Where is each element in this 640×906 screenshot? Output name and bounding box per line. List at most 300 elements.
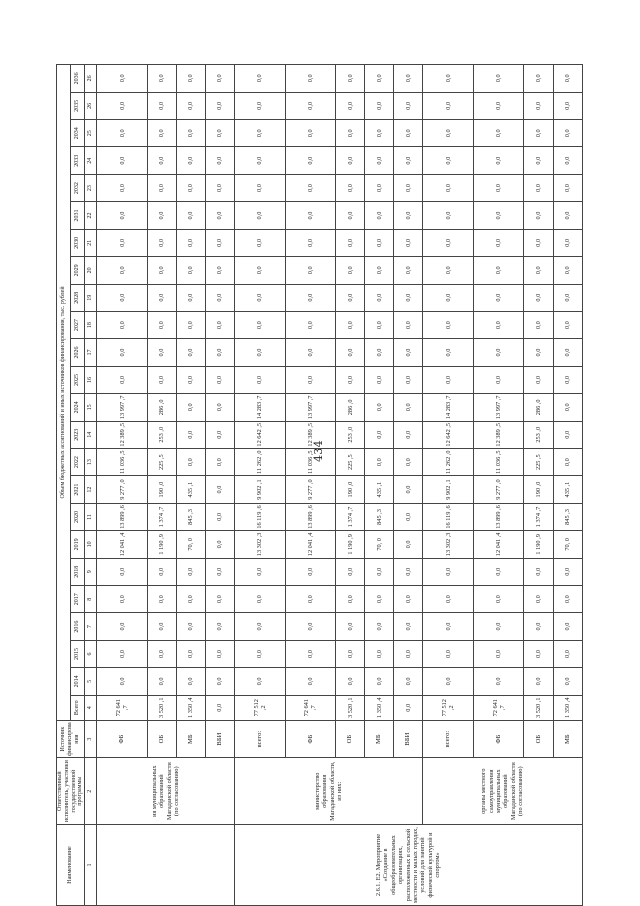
value-cell: 286 ,0 <box>524 394 553 421</box>
value-cell: 0,0 <box>205 284 234 311</box>
value-cell: 0,0 <box>553 558 582 585</box>
value-cell: 435 ,1 <box>176 476 205 503</box>
value-cell: 0,0 <box>473 558 524 585</box>
value-cell: 0,0 <box>97 120 148 147</box>
value-cell: 0,0 <box>97 339 148 366</box>
value-cell: 0,0 <box>394 394 423 421</box>
value-cell: 0,0 <box>176 147 205 174</box>
value-cell: 0,0 <box>205 668 234 695</box>
value-cell: 1 190 ,9 <box>336 531 365 558</box>
value-cell: 0,0 <box>176 92 205 119</box>
value-cell: 0,0 <box>336 585 365 612</box>
header-year: 2036 <box>71 65 85 93</box>
value-cell: 9 902 ,1 <box>234 476 285 503</box>
value-cell: 0,0 <box>176 366 205 393</box>
index-cell: 7 <box>85 613 97 640</box>
value-cell: 1 374 ,7 <box>524 503 553 530</box>
value-cell: 0,0 <box>176 421 205 448</box>
value-cell: 0,0 <box>473 120 524 147</box>
value-cell: 0,0 <box>394 640 423 667</box>
value-cell: 0,0 <box>553 421 582 448</box>
value-cell: 0,0 <box>176 202 205 229</box>
index-cell: 12 <box>85 476 97 503</box>
value-cell: 0,0 <box>394 585 423 612</box>
source-cell: ОБ <box>336 720 365 757</box>
value-cell: 0,0 <box>234 366 285 393</box>
value-cell: 225 ,5 <box>524 448 553 475</box>
value-cell: 0,0 <box>394 120 423 147</box>
value-cell: 0,0 <box>394 284 423 311</box>
header-year: 2025 <box>71 366 85 393</box>
value-cell: 0,0 <box>365 640 394 667</box>
value-cell: 0,0 <box>553 284 582 311</box>
value-cell: 286 ,0 <box>147 394 176 421</box>
value-cell: 9 277 ,0 <box>97 476 148 503</box>
value-cell: 0,0 <box>205 394 234 421</box>
value-cell: 253 ,0 <box>336 421 365 448</box>
value-cell: 225 ,5 <box>147 448 176 475</box>
value-cell: 0,0 <box>394 65 423 93</box>
header-year: 2028 <box>71 284 85 311</box>
value-cell: 225 ,5 <box>336 448 365 475</box>
value-cell: 0,0 <box>365 257 394 284</box>
value-cell: 0,0 <box>205 640 234 667</box>
value-cell: 0,0 <box>285 339 336 366</box>
header-year: 2016 <box>71 613 85 640</box>
header-total: Всего <box>71 695 85 720</box>
responsible-cell: органы местного самоуправления муниципальных образований Магаданской области (по согласованию) <box>423 758 582 825</box>
value-cell: 0,0 <box>234 229 285 256</box>
value-cell: 0,0 <box>205 229 234 256</box>
value-cell: 0,0 <box>147 202 176 229</box>
value-cell: 70, 0 <box>176 531 205 558</box>
value-cell: 0,0 <box>234 558 285 585</box>
value-cell: 0,0 <box>473 284 524 311</box>
value-cell: 0,0 <box>97 65 148 93</box>
value-cell: 0,0 <box>524 257 553 284</box>
value-cell: 0,0 <box>365 92 394 119</box>
header-year: 2035 <box>71 92 85 119</box>
value-cell: 0,0 <box>394 421 423 448</box>
value-cell: 0,0 <box>285 366 336 393</box>
source-cell: всего: <box>234 720 285 757</box>
value-cell: 0,0 <box>524 174 553 201</box>
value-cell: 9 277 ,0 <box>285 476 336 503</box>
value-cell: 0,0 <box>205 613 234 640</box>
value-cell: 0,0 <box>394 695 423 720</box>
index-cell: 2 <box>85 758 97 825</box>
value-cell: 0,0 <box>234 92 285 119</box>
value-cell: 0,0 <box>394 92 423 119</box>
value-cell: 0,0 <box>394 257 423 284</box>
value-cell: 13 997 ,7 <box>473 394 524 421</box>
header-responsible: Ответственный исполнитель, участники государственной программы <box>57 758 85 825</box>
value-cell: 0,0 <box>176 613 205 640</box>
value-cell: 12 389 ,5 <box>473 421 524 448</box>
value-cell: 1 190 ,9 <box>524 531 553 558</box>
value-cell: 0,0 <box>423 366 474 393</box>
value-cell: 0,0 <box>285 640 336 667</box>
value-cell: 0,0 <box>365 65 394 93</box>
value-cell: 9 902 ,1 <box>423 476 474 503</box>
value-cell: 0,0 <box>394 366 423 393</box>
value-cell: 13 899 ,6 <box>473 503 524 530</box>
value-cell: 0,0 <box>205 257 234 284</box>
index-cell: 13 <box>85 448 97 475</box>
header-source: Источник финансирования <box>57 720 85 757</box>
header-name: Наименование <box>57 825 85 906</box>
value-cell: 14 283 ,7 <box>234 394 285 421</box>
value-cell: 190 ,0 <box>336 476 365 503</box>
value-cell: 0,0 <box>234 585 285 612</box>
value-cell: 0,0 <box>553 668 582 695</box>
value-cell: 11 036 ,5 <box>97 448 148 475</box>
header-year: 2026 <box>71 339 85 366</box>
value-cell: 0,0 <box>553 120 582 147</box>
value-cell: 0,0 <box>147 668 176 695</box>
value-cell: 0,0 <box>97 257 148 284</box>
value-cell: 0,0 <box>97 366 148 393</box>
source-cell: ОБ <box>524 720 553 757</box>
value-cell: 0,0 <box>365 339 394 366</box>
value-cell: 0,0 <box>176 585 205 612</box>
value-cell: 13 997 ,7 <box>97 394 148 421</box>
value-cell: 0,0 <box>553 202 582 229</box>
value-cell: 12 041 ,4 <box>473 531 524 558</box>
value-cell: 0,0 <box>365 229 394 256</box>
value-cell: 845 ,3 <box>553 503 582 530</box>
value-cell: 0,0 <box>553 585 582 612</box>
table-row <box>97 65 148 906</box>
value-cell: 72 641 ,7 <box>285 695 336 720</box>
value-cell: 0,0 <box>423 202 474 229</box>
value-cell: 0,0 <box>473 613 524 640</box>
value-cell: 0,0 <box>473 229 524 256</box>
value-cell: 0,0 <box>176 339 205 366</box>
value-cell: 0,0 <box>97 668 148 695</box>
value-cell: 13 899 ,6 <box>97 503 148 530</box>
value-cell: 0,0 <box>365 174 394 201</box>
value-cell: 0,0 <box>285 311 336 338</box>
value-cell: 0,0 <box>394 448 423 475</box>
value-cell: 0,0 <box>205 476 234 503</box>
value-cell: 0,0 <box>147 366 176 393</box>
index-row <box>85 65 97 906</box>
value-cell: 0,0 <box>205 147 234 174</box>
value-cell: 0,0 <box>423 311 474 338</box>
value-cell: 0,0 <box>176 448 205 475</box>
index-cell: 9 <box>85 558 97 585</box>
value-cell: 0,0 <box>205 585 234 612</box>
value-cell: 190 ,0 <box>524 476 553 503</box>
value-cell: 0,0 <box>336 92 365 119</box>
value-cell: 0,0 <box>97 229 148 256</box>
value-cell: 0,0 <box>205 366 234 393</box>
value-cell: 72 641 ,7 <box>473 695 524 720</box>
value-cell: 0,0 <box>234 202 285 229</box>
value-cell: 12 642 ,5 <box>234 421 285 448</box>
value-cell: 0,0 <box>147 284 176 311</box>
value-cell: 0,0 <box>524 640 553 667</box>
index-cell: 5 <box>85 668 97 695</box>
index-cell: 11 <box>85 503 97 530</box>
value-cell: 0,0 <box>423 284 474 311</box>
value-cell: 0,0 <box>234 640 285 667</box>
value-cell: 0,0 <box>553 613 582 640</box>
value-cell: 0,0 <box>234 147 285 174</box>
value-cell: 0,0 <box>365 147 394 174</box>
value-cell: 0,0 <box>176 394 205 421</box>
value-cell: 0,0 <box>205 339 234 366</box>
source-cell: МБ <box>176 720 205 757</box>
value-cell: 0,0 <box>234 311 285 338</box>
value-cell: 0,0 <box>147 558 176 585</box>
header-year: 2018 <box>71 558 85 585</box>
value-cell: 1 350 ,4 <box>176 695 205 720</box>
value-cell: 11 036 ,5 <box>473 448 524 475</box>
value-cell: 0,0 <box>423 65 474 93</box>
value-cell: 0,0 <box>473 174 524 201</box>
value-cell: 435 ,1 <box>553 476 582 503</box>
value-cell: 0,0 <box>394 503 423 530</box>
value-cell: 0,0 <box>394 147 423 174</box>
value-cell: 0,0 <box>97 174 148 201</box>
header-year: 2023 <box>71 421 85 448</box>
value-cell: 0,0 <box>553 366 582 393</box>
value-cell: 0,0 <box>423 147 474 174</box>
source-cell: МБ <box>553 720 582 757</box>
value-cell: 0,0 <box>205 311 234 338</box>
value-cell: 12 041 ,4 <box>97 531 148 558</box>
value-cell: 3 520 ,1 <box>336 695 365 720</box>
value-cell: 0,0 <box>234 120 285 147</box>
value-cell: 0,0 <box>285 668 336 695</box>
value-cell: 0,0 <box>473 668 524 695</box>
value-cell: 70, 0 <box>365 531 394 558</box>
value-cell: 0,0 <box>524 202 553 229</box>
value-cell: 0,0 <box>285 147 336 174</box>
value-cell: 77 512 ,2 <box>234 695 285 720</box>
value-cell: 70, 0 <box>553 531 582 558</box>
value-cell: 0,0 <box>365 668 394 695</box>
value-cell: 0,0 <box>473 311 524 338</box>
value-cell: 0,0 <box>285 65 336 93</box>
header-year: 2031 <box>71 202 85 229</box>
value-cell: 0,0 <box>553 92 582 119</box>
value-cell: 0,0 <box>147 229 176 256</box>
index-cell: 15 <box>85 394 97 421</box>
value-cell: 0,0 <box>473 585 524 612</box>
table-row <box>234 65 285 906</box>
value-cell: 0,0 <box>473 339 524 366</box>
value-cell: 0,0 <box>524 120 553 147</box>
value-cell: 0,0 <box>147 613 176 640</box>
value-cell: 13 997 ,7 <box>285 394 336 421</box>
source-cell: ФБ <box>285 720 336 757</box>
value-cell: 13 899 ,6 <box>285 503 336 530</box>
index-cell: 10 <box>85 531 97 558</box>
value-cell: 0,0 <box>365 120 394 147</box>
index-cell: 8 <box>85 585 97 612</box>
value-cell: 0,0 <box>423 668 474 695</box>
value-cell: 0,0 <box>524 92 553 119</box>
value-cell: 0,0 <box>285 120 336 147</box>
value-cell: 0,0 <box>473 92 524 119</box>
value-cell: 0,0 <box>336 229 365 256</box>
value-cell: 0,0 <box>473 147 524 174</box>
value-cell: 0,0 <box>423 640 474 667</box>
value-cell: 0,0 <box>336 339 365 366</box>
value-cell: 0,0 <box>365 284 394 311</box>
value-cell: 0,0 <box>285 92 336 119</box>
value-cell: 0,0 <box>473 202 524 229</box>
value-cell: 0,0 <box>524 585 553 612</box>
value-cell: 0,0 <box>147 174 176 201</box>
value-cell: 0,0 <box>553 65 582 93</box>
header-financing-volume: Объем бюджетных ассигнований и иных источников финансирования, тыс. рублей <box>57 65 71 721</box>
value-cell: 0,0 <box>394 531 423 558</box>
header-year: 2032 <box>71 174 85 201</box>
value-cell: 0,0 <box>423 613 474 640</box>
value-cell: 0,0 <box>336 558 365 585</box>
value-cell: 1 190 ,9 <box>147 531 176 558</box>
value-cell: 253 ,0 <box>147 421 176 448</box>
value-cell: 0,0 <box>423 257 474 284</box>
value-cell: 0,0 <box>234 174 285 201</box>
index-cell: 24 <box>85 147 97 174</box>
name-cell-empty <box>97 825 235 906</box>
value-cell: 0,0 <box>234 65 285 93</box>
value-cell: 0,0 <box>147 147 176 174</box>
page-number: 434 <box>312 440 325 462</box>
value-cell: 0,0 <box>234 668 285 695</box>
value-cell: 11 262 ,0 <box>234 448 285 475</box>
value-cell: 0,0 <box>234 257 285 284</box>
value-cell: 14 283 ,7 <box>423 394 474 421</box>
value-cell: 0,0 <box>423 229 474 256</box>
value-cell: 0,0 <box>205 65 234 93</box>
value-cell: 0,0 <box>147 311 176 338</box>
responsible-cell: министерство образования Магаданской области, из них: <box>234 758 422 825</box>
source-cell: ВБИ <box>205 720 234 757</box>
value-cell: 0,0 <box>365 366 394 393</box>
header-year: 2020 <box>71 503 85 530</box>
value-cell: 0,0 <box>394 668 423 695</box>
source-cell: ФБ <box>473 720 524 757</box>
value-cell: 12 041 ,4 <box>285 531 336 558</box>
value-cell: 0,0 <box>176 174 205 201</box>
value-cell: 0,0 <box>524 339 553 366</box>
value-cell: 0,0 <box>423 558 474 585</box>
value-cell: 0,0 <box>365 202 394 229</box>
value-cell: 0,0 <box>147 640 176 667</box>
value-cell: 0,0 <box>553 448 582 475</box>
value-cell: 0,0 <box>394 229 423 256</box>
value-cell: 253 ,0 <box>524 421 553 448</box>
value-cell: 12 642 ,5 <box>423 421 474 448</box>
value-cell: 0,0 <box>147 120 176 147</box>
value-cell: 11 262 ,0 <box>423 448 474 475</box>
value-cell: 0,0 <box>553 147 582 174</box>
value-cell: 12 389 ,5 <box>285 421 336 448</box>
value-cell: 0,0 <box>553 229 582 256</box>
value-cell: 0,0 <box>285 284 336 311</box>
value-cell: 0,0 <box>336 640 365 667</box>
value-cell: 0,0 <box>553 174 582 201</box>
header-year: 2030 <box>71 229 85 256</box>
value-cell: 0,0 <box>553 311 582 338</box>
value-cell: 0,0 <box>524 229 553 256</box>
value-cell: 0,0 <box>553 257 582 284</box>
value-cell: 0,0 <box>205 174 234 201</box>
financing-table-rotated <box>56 64 570 906</box>
value-cell: 1 350 ,4 <box>365 695 394 720</box>
value-cell: 0,0 <box>205 503 234 530</box>
value-cell: 0,0 <box>365 421 394 448</box>
index-cell: 16 <box>85 366 97 393</box>
value-cell: 0,0 <box>524 366 553 393</box>
value-cell: 0,0 <box>205 448 234 475</box>
value-cell: 0,0 <box>176 558 205 585</box>
header-year: 2021 <box>71 476 85 503</box>
index-cell: 3 <box>85 720 97 757</box>
value-cell: 0,0 <box>285 613 336 640</box>
header-year: 2019 <box>71 531 85 558</box>
value-cell: 0,0 <box>394 613 423 640</box>
value-cell: 0,0 <box>423 174 474 201</box>
value-cell: 0,0 <box>553 394 582 421</box>
header-year: 2027 <box>71 311 85 338</box>
value-cell: 0,0 <box>97 284 148 311</box>
value-cell: 13 302 ,3 <box>234 531 285 558</box>
value-cell: 0,0 <box>176 640 205 667</box>
header-year: 2024 <box>71 394 85 421</box>
value-cell: 0,0 <box>147 65 176 93</box>
value-cell: 0,0 <box>365 613 394 640</box>
value-cell: 16 119 ,6 <box>234 503 285 530</box>
value-cell: 0,0 <box>176 311 205 338</box>
value-cell: 0,0 <box>336 311 365 338</box>
header-year: 2029 <box>71 257 85 284</box>
source-cell: всего: <box>423 720 474 757</box>
value-cell: 72 641 ,7 <box>97 695 148 720</box>
value-cell: 0,0 <box>336 284 365 311</box>
index-cell: 17 <box>85 339 97 366</box>
value-cell: 0,0 <box>336 147 365 174</box>
value-cell: 845 ,3 <box>365 503 394 530</box>
value-cell: 3 520 ,1 <box>147 695 176 720</box>
value-cell: 0,0 <box>394 476 423 503</box>
value-cell: 0,0 <box>336 120 365 147</box>
source-cell: МБ <box>365 720 394 757</box>
value-cell: 0,0 <box>423 339 474 366</box>
value-cell: 0,0 <box>473 366 524 393</box>
responsible-cell: ия муниципальных образований Магаданской области (по согласованию) <box>97 758 235 825</box>
measure-name-cell: 2.6.1. Е2. Мероприятие «Создание в общеобразовательных организациях, расположенных в сельской местности и малых городах, условий для занятий физической культурой и спортом» <box>234 825 582 906</box>
value-cell: 77 512 ,2 <box>423 695 474 720</box>
value-cell: 0,0 <box>97 613 148 640</box>
value-cell: 0,0 <box>394 339 423 366</box>
value-cell: 0,0 <box>205 202 234 229</box>
value-cell: 0,0 <box>553 640 582 667</box>
value-cell: 13 302 ,3 <box>423 531 474 558</box>
value-cell: 0,0 <box>285 174 336 201</box>
value-cell: 0,0 <box>365 448 394 475</box>
value-cell: 190 ,0 <box>147 476 176 503</box>
value-cell: 0,0 <box>524 668 553 695</box>
table-row <box>423 65 474 906</box>
value-cell: 0,0 <box>147 257 176 284</box>
